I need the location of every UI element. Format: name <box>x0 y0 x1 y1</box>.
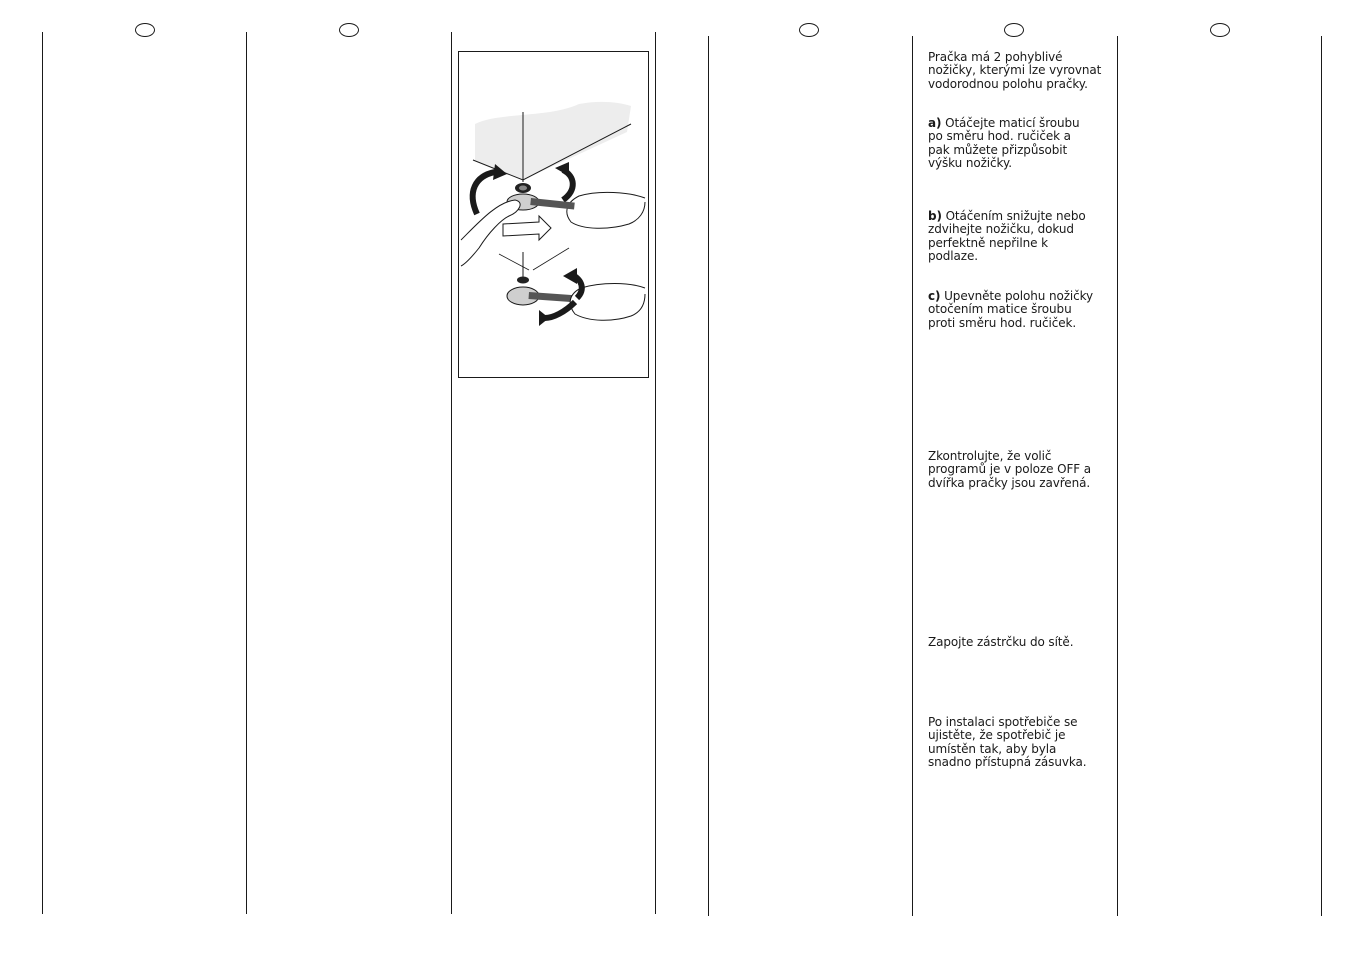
column-divider-6 <box>912 36 913 916</box>
column-divider-4 <box>655 32 656 914</box>
language-marker-icon <box>1004 23 1024 37</box>
check-paragraph: Zkontrolujte, že volič programů je v poloze OFF a dvířka pračky jsou zavřená. <box>928 449 1092 490</box>
column-divider-8 <box>1321 36 1322 916</box>
column-divider-5 <box>708 36 709 916</box>
step-c-label: c) <box>928 289 941 303</box>
language-marker-icon <box>1210 23 1230 37</box>
step-c-text: Upevněte polohu nožičky otočením matice šroubu proti směru hod. ručiček. <box>928 289 1094 330</box>
washing-machine-foot-adjustment-icon <box>459 52 648 377</box>
intro-paragraph: Pračka má 2 pohyblivé nožičky, kterými lze vyrovnat vodorodnou polohu pračky. <box>928 50 1102 91</box>
column-divider-1 <box>42 32 43 914</box>
step-a-label: a) <box>928 116 942 130</box>
foot-adjustment-figure <box>458 51 649 378</box>
plug-paragraph: Zapojte zástrčku do sítě. <box>928 635 1074 649</box>
language-marker-icon <box>135 23 155 37</box>
step-b-label: b) <box>928 209 942 223</box>
language-marker-icon <box>799 23 819 37</box>
step-a-text: Otáčejte maticí šroubu po směru hod. ručiček a pak můžete přizpůsobit výšku nožičky. <box>928 116 1080 171</box>
step-c-paragraph <box>928 290 1110 330</box>
column-divider-3 <box>451 32 452 914</box>
step-b-paragraph <box>928 210 1110 264</box>
step-b-text: Otáčením snižujte nebo zdvihejte nožičku, dokud perfektně nepřilne k podlaze. <box>928 209 1086 264</box>
socket-paragraph: Po instalaci spotřebiče se ujistěte, že spotřebič je umístěn tak, aby byla snadno přístupná zásuvka. <box>928 715 1087 770</box>
language-marker-icon <box>339 23 359 37</box>
step-a-paragraph <box>928 117 1110 171</box>
column-divider-2 <box>246 32 247 914</box>
column-divider-7 <box>1117 36 1118 916</box>
